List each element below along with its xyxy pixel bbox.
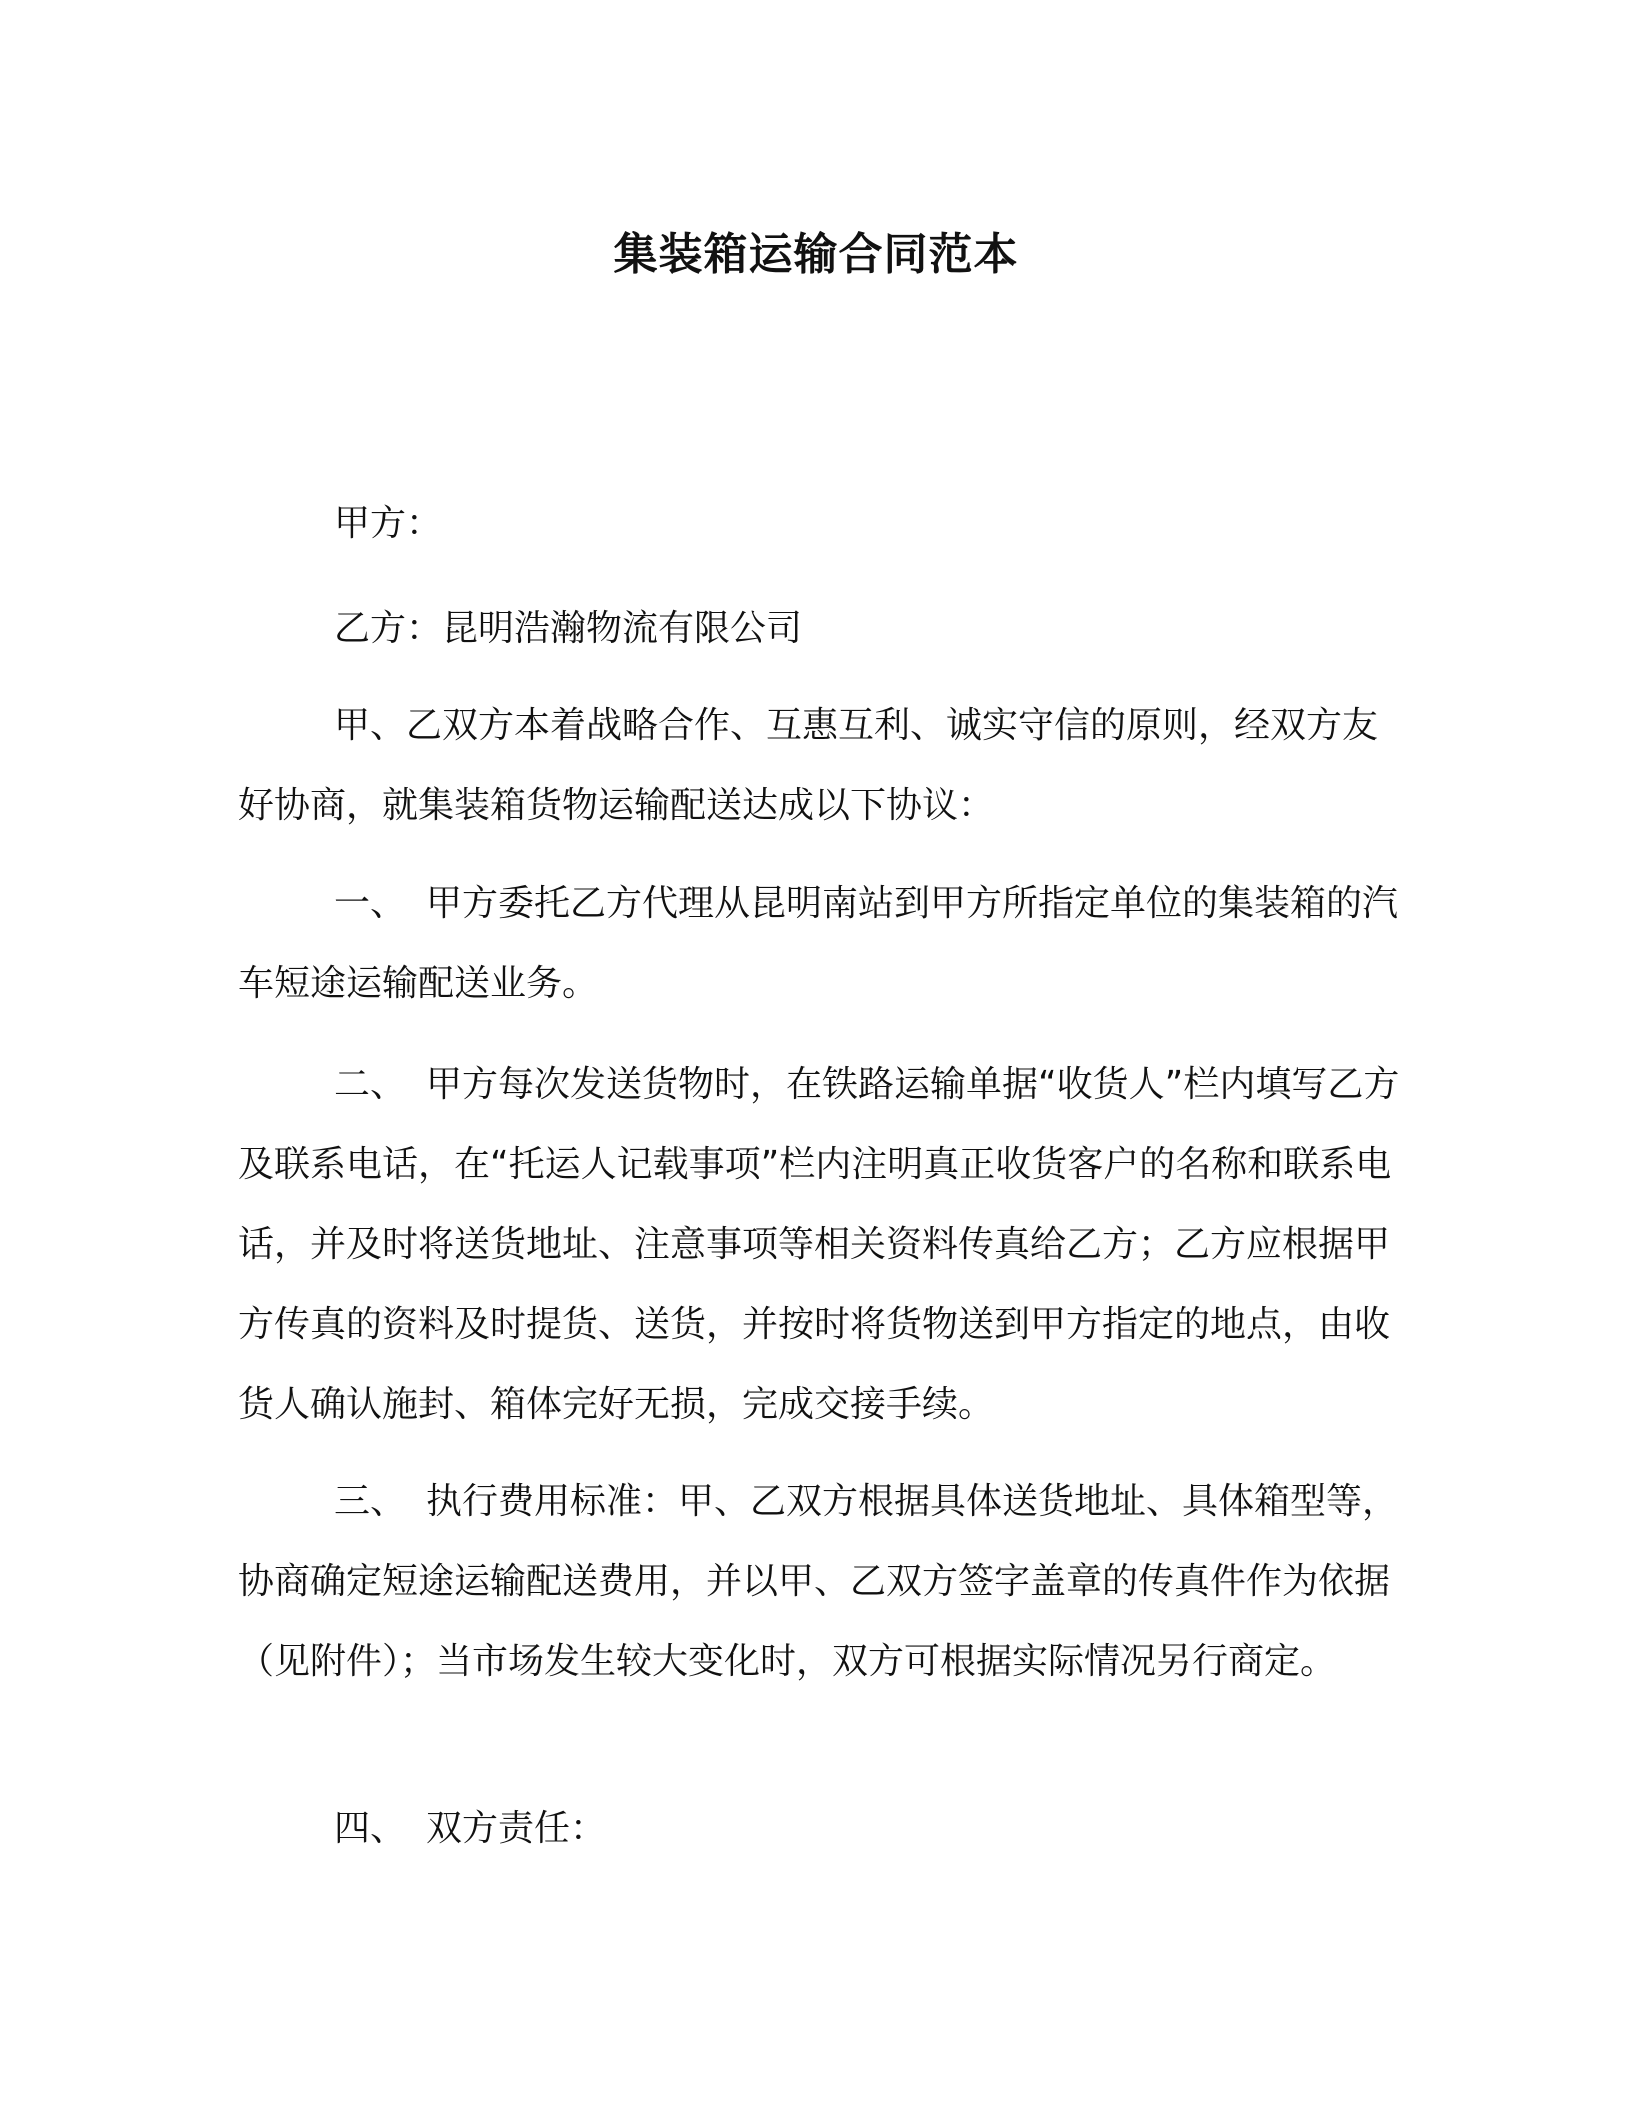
clause-text: 甲方每次发送货物时，在铁路运输单据“收货人”栏内填写乙方及联系电话，在“托运人记载事项”栏内注明真正收货客户的名称和联系电话，并及时将送货地址、注意事项等相关资料传真给乙方；乙方应根据甲方传真的资料及时提货、送货，并按时将货物送到甲方指定的地点，由收货人确认施封、箱体完好无损，完成交接手续。 bbox=[238, 1064, 1400, 1425]
clause-number: 三、 bbox=[334, 1481, 407, 1522]
clause-text: 执行费用标准：甲、乙双方根据具体送货地址、具体箱型等，协商确定短途运输配送费用，并以甲、乙双方签字盖章的传真件作为依据（见附件）；当市场发生较大变化时，双方可根据实际情况另行商定。 bbox=[238, 1481, 1399, 1682]
party-b-line: 乙方：昆明浩瀚物流有限公司 bbox=[334, 608, 803, 649]
clause-number: 四、 bbox=[334, 1808, 407, 1849]
clause-number: 二、 bbox=[334, 1064, 407, 1105]
clause-text: 甲方委托乙方代理从昆明南站到甲方所指定单位的集装箱的汽车短途运输配送业务。 bbox=[238, 883, 1399, 1004]
intro-paragraph: 甲、乙双方本着战略合作、互惠互利、诚实守信的原则，经双方友好协商，就集装箱货物运输配送达成以下协议： bbox=[238, 705, 1379, 826]
clause-3 bbox=[238, 1462, 1408, 1702]
document-title: 集装箱运输合同范本 bbox=[613, 229, 1019, 280]
clause-text: 双方责任： bbox=[426, 1808, 607, 1849]
clause-number: 一、 bbox=[334, 883, 407, 924]
clause-4 bbox=[238, 1789, 1408, 1869]
party-a-line: 甲方： bbox=[334, 503, 443, 544]
clause-2 bbox=[238, 1045, 1408, 1445]
clause-1 bbox=[238, 864, 1408, 1024]
